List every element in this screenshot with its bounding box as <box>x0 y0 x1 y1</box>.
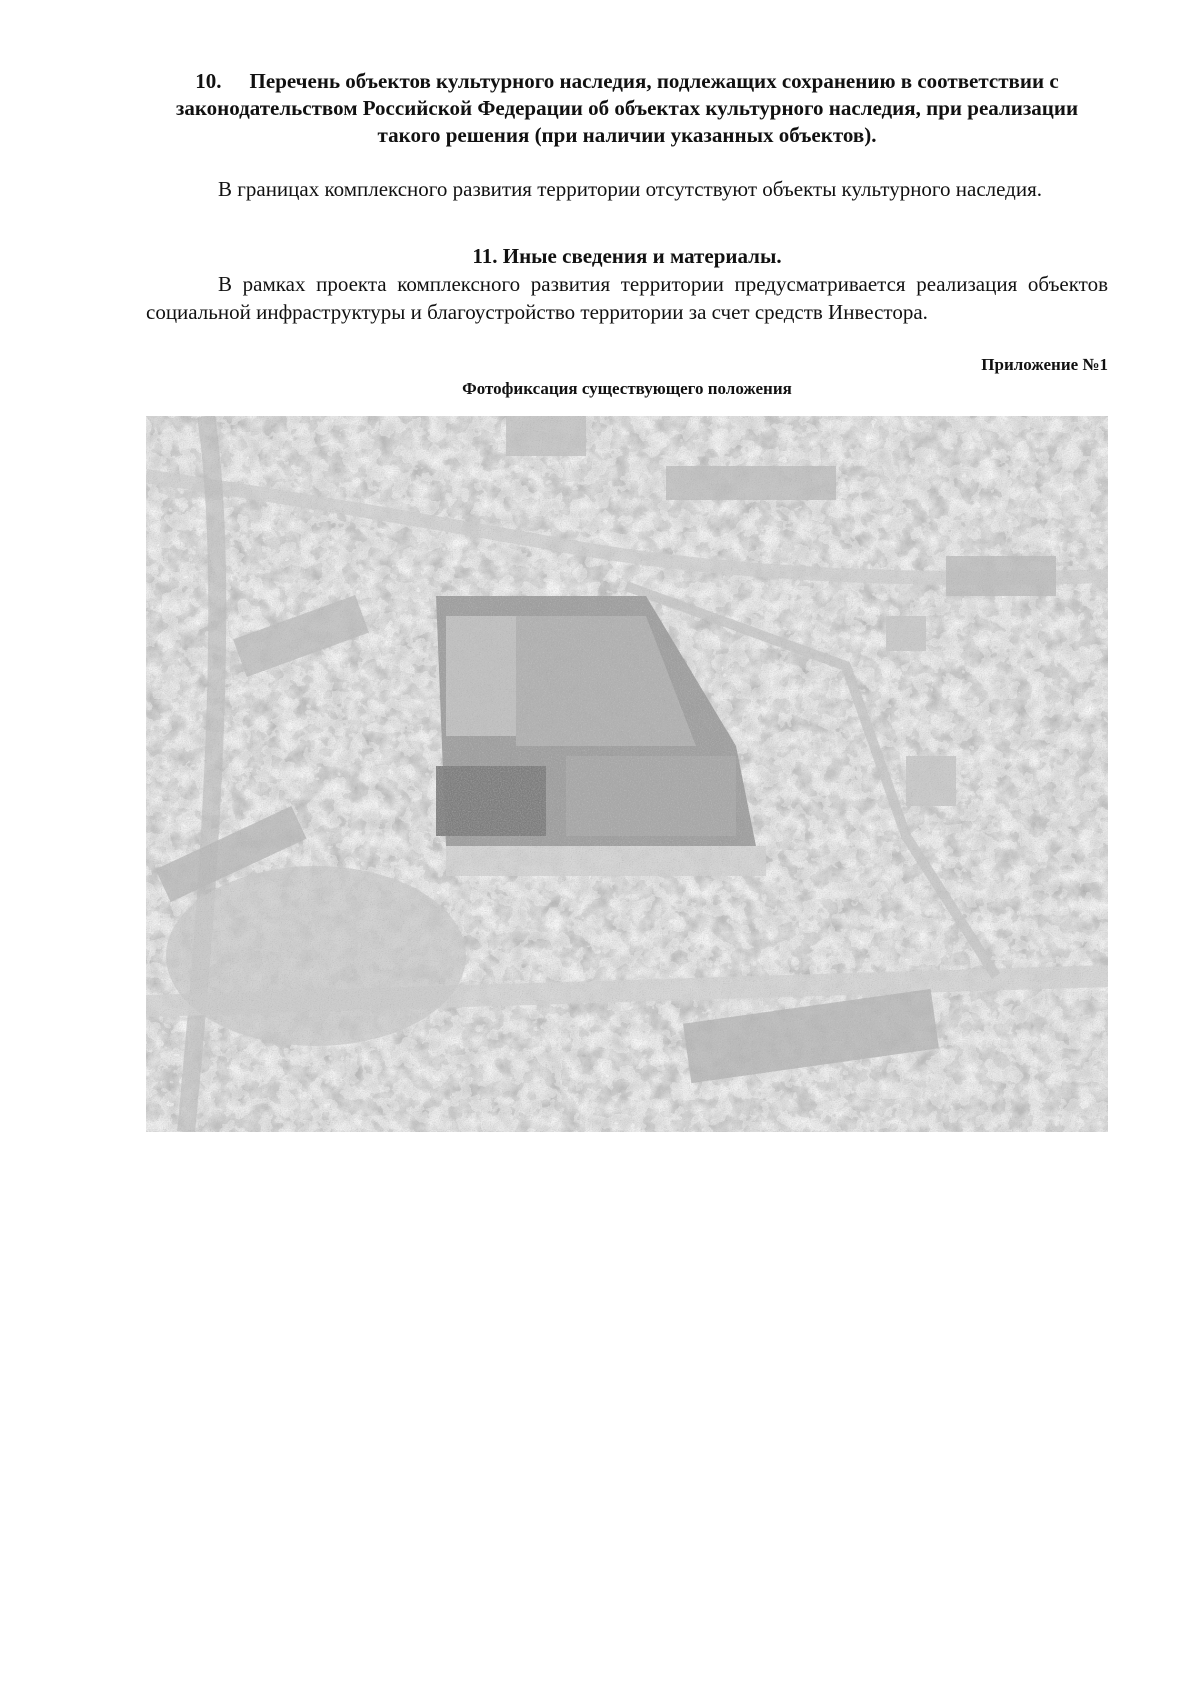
section-11-heading: 11. Иные сведения и материалы. <box>472 244 782 268</box>
document-page <box>146 68 1108 1132</box>
aerial-photo <box>146 416 1108 1132</box>
section-10-number: 10. <box>195 69 222 93</box>
section-10-body: В границах комплексного развития территории отсутствуют объекты культурного наследия. <box>218 177 1043 201</box>
appendix-label: Приложение №1 <box>981 355 1108 374</box>
section-10-heading <box>146 68 1108 149</box>
section-10-heading-text: Перечень объектов культурного наследия, подлежащих сохранению в соответствии с законодательством Российской Федерации об объектах культурного наследия, при реализации такого решения (при наличии указанных объектов). <box>175 69 1079 147</box>
photo-grain <box>146 416 1108 1132</box>
section-11-body: В рамках проекта комплексного развития территории предусматривается реализация объектов социальной инфраструктуры и благоустройство территории за счет средств Инвестора. <box>146 272 1108 324</box>
appendix-caption: Фотофиксация существующего положения <box>462 379 792 398</box>
